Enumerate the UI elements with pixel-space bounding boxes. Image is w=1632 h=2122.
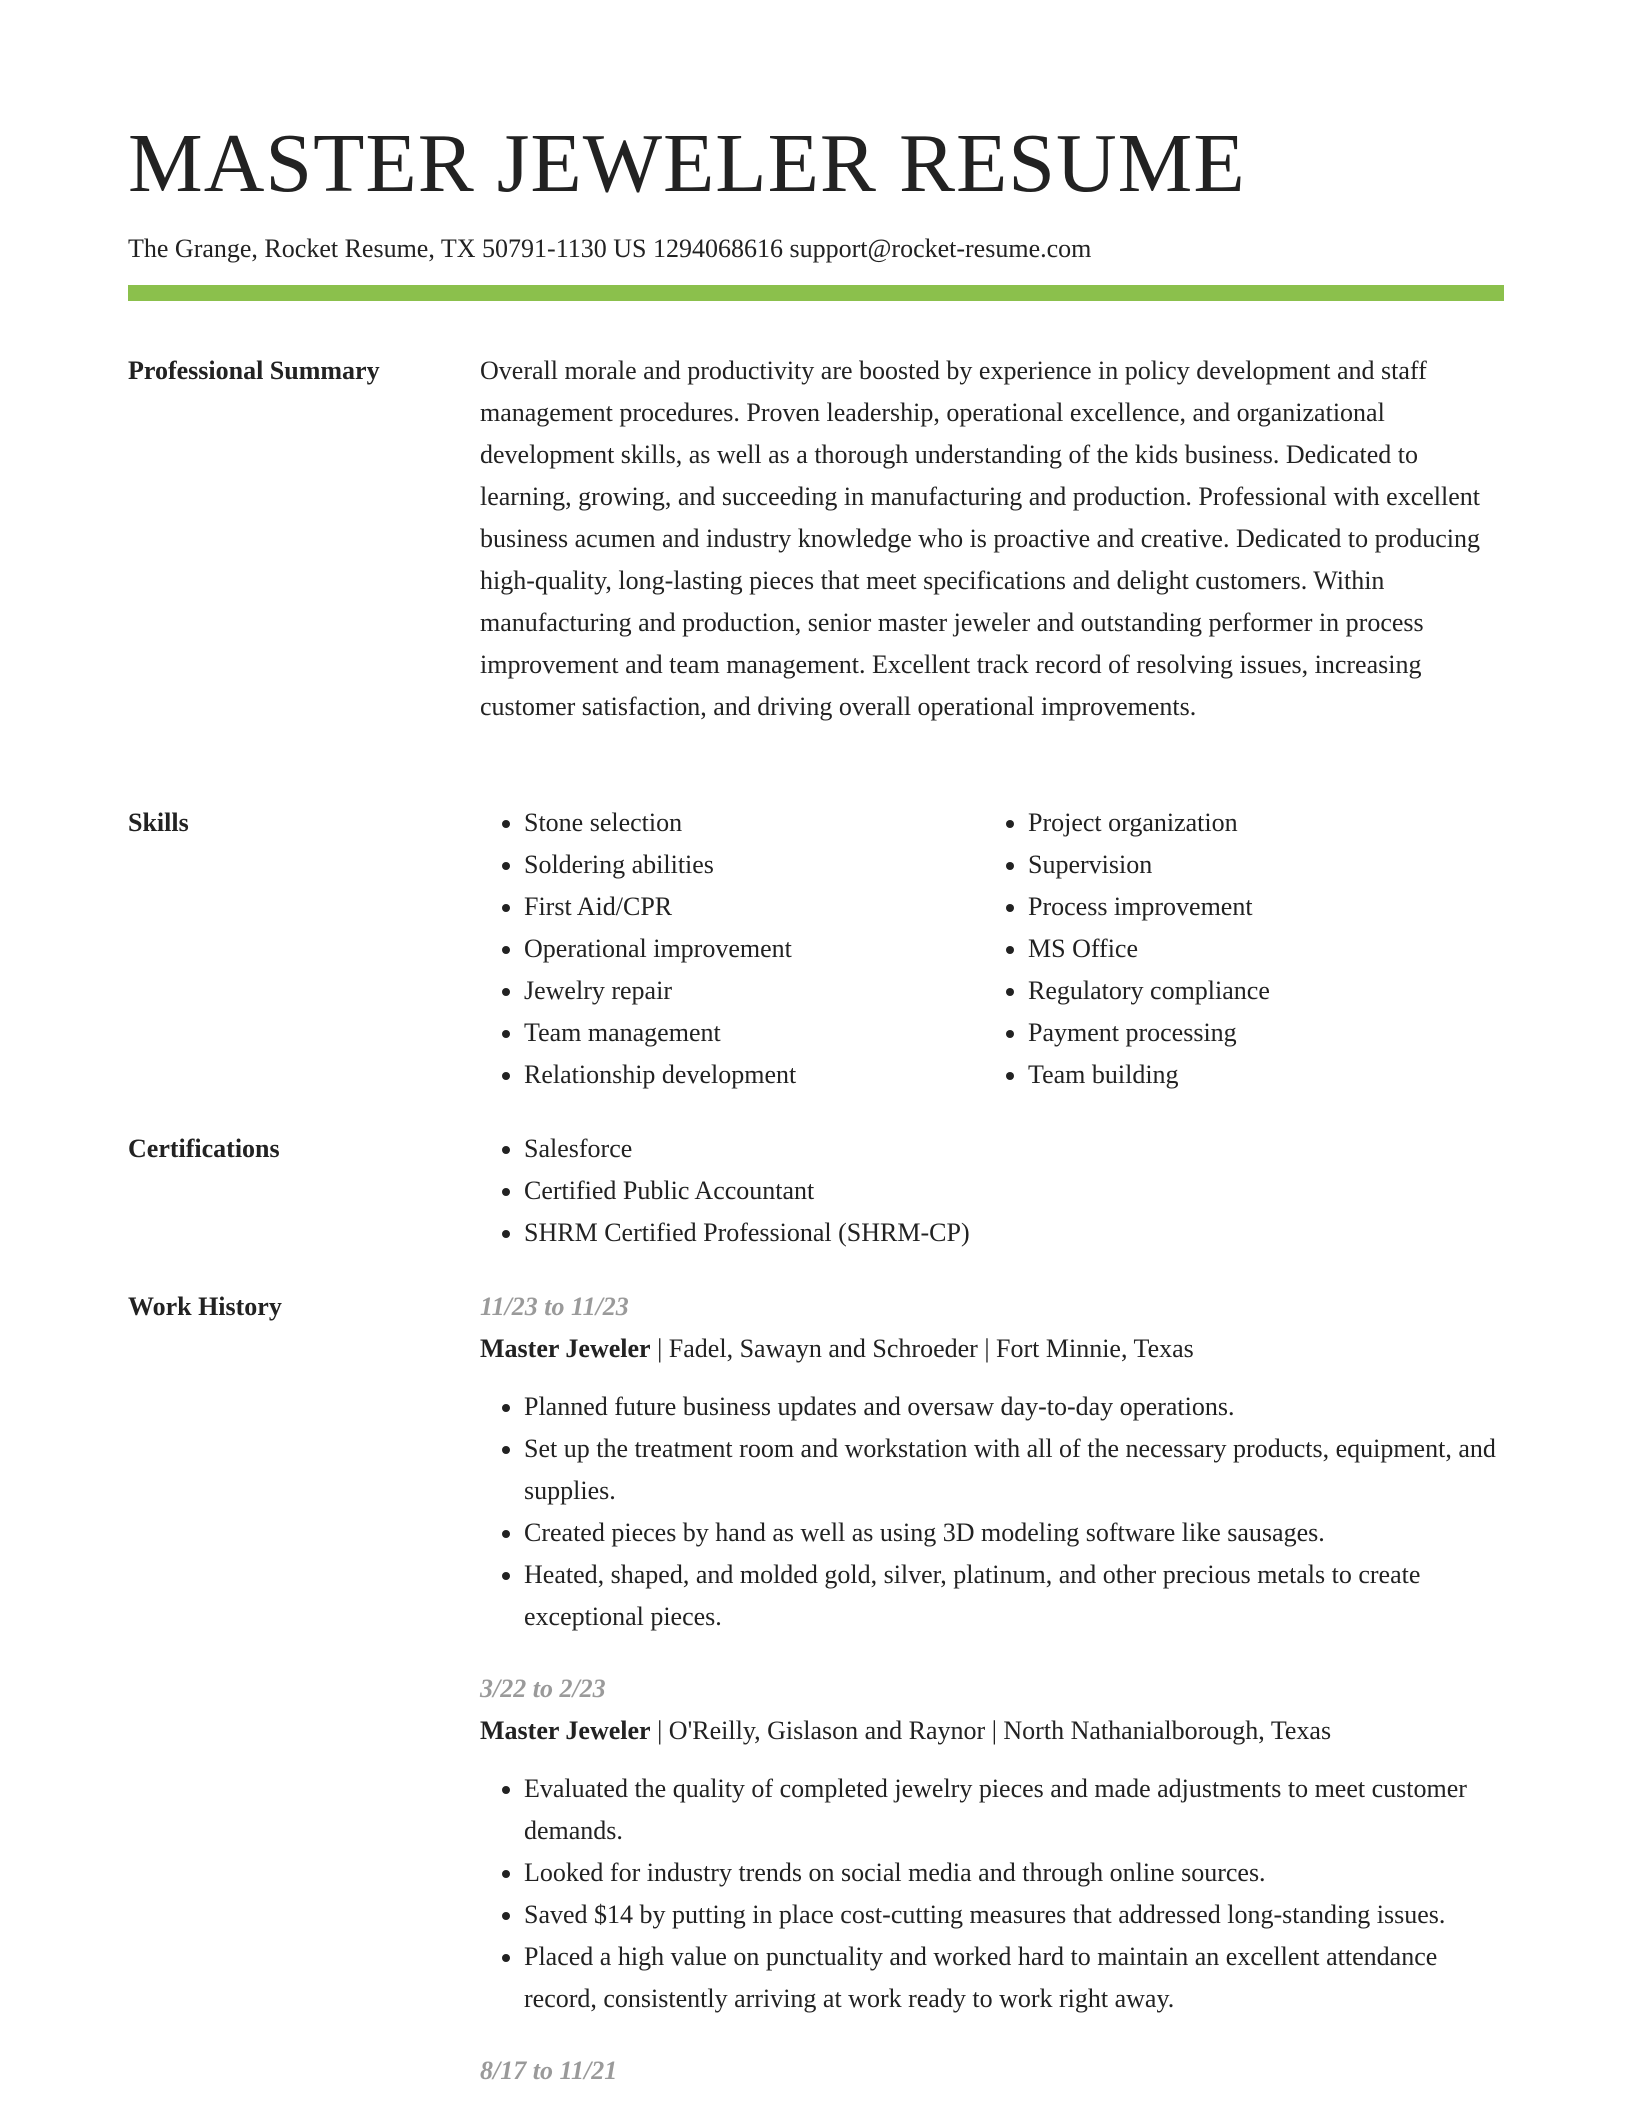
job-bullet: • Evaluated the quality of completed jewelry pieces and made adjustments to meet customer demands. [524, 1768, 1504, 1852]
skills-label: Skills [128, 808, 189, 837]
job-bullet: • Looked for industry trends on social media and through online sources. [524, 1852, 1504, 1894]
job-heading [480, 1710, 1504, 1752]
certification-item: • Salesforce [524, 1128, 1504, 1170]
skill-item: • Process improvement [1028, 886, 1488, 928]
job-heading [480, 1328, 1504, 1370]
job-bullet: • Planned future business updates and oversaw day-to-day operations. [524, 1386, 1504, 1428]
job-date: 8/17 to 11/21 [480, 2056, 618, 2085]
skill-item: • Regulatory compliance [1028, 970, 1488, 1012]
job-bullet: • Set up the treatment room and workstation with all of the necessary products, equipment, and supplies. [524, 1428, 1504, 1512]
job-entry [480, 1668, 1504, 2020]
job-bullet: • Saved $14 by putting in place cost-cutting measures that addressed long-standing issues. [524, 1894, 1504, 1936]
job-bullets [480, 1386, 1504, 1638]
resume-title: MASTER JEWELER RESUME [128, 117, 1246, 210]
job-bullets [480, 1768, 1504, 2020]
skills-list-right [984, 802, 1488, 1096]
job-bullet: • Created pieces by hand as well as using 3D modeling software like sausages. [524, 1512, 1504, 1554]
certification-item: • Certified Public Accountant [524, 1170, 1504, 1212]
summary-text: Overall morale and productivity are boosted by experience in policy development and staff management procedures. Proven leadership, operational excellence, and organizational development skills, as well as a thorough understanding of the kids business. Dedicated to learning, growing, and succeeding in manufacturing and production. Professional with excellent business acumen and industry knowledge who is proactive and creative. Dedicated to producing high-quality, long-lasting pieces that meet specifications and delight customers. Within manufacturing and production, senior master jeweler and outstanding performer in process improvement and team management. Excellent track record of resolving issues, increasing customer satisfaction, and driving overall operational improvements. [480, 356, 1480, 721]
header-divider [128, 285, 1504, 301]
job-date: 11/23 to 11/23 [480, 1292, 629, 1321]
skill-item: • Supervision [1028, 844, 1488, 886]
job-date: 3/22 to 2/23 [480, 1674, 606, 1703]
certification-item: • SHRM Certified Professional (SHRM-CP) [524, 1212, 1504, 1254]
job-bullet: • Placed a high value on punctuality and worked hard to maintain an excellent attendance record, consistently arriving at work ready to work right away. [524, 1936, 1504, 2020]
certifications-label: Certifications [128, 1134, 280, 1163]
work-history-label: Work History [128, 1292, 282, 1321]
skill-item: • Payment processing [1028, 1012, 1488, 1054]
job-entry [480, 1286, 1504, 1638]
certifications-list [480, 1128, 1504, 1254]
job-bullet: • Heated, shaped, and molded gold, silver, platinum, and other precious metals to create exceptional pieces. [524, 1554, 1504, 1638]
skill-item: • Project organization [1028, 802, 1488, 844]
skill-item: • First Aid/CPR [524, 886, 984, 928]
skill-item: • Soldering abilities [524, 844, 984, 886]
skill-item: • Jewelry repair [524, 970, 984, 1012]
job-details: | Fadel, Sawayn and Schroeder | Fort Minnie, Texas [650, 1334, 1194, 1363]
job-details: | O'Reilly, Gislason and Raynor | North Nathanialborough, Texas [650, 1716, 1332, 1745]
job-entry [480, 2050, 1504, 2092]
skill-item: • Team building [1028, 1054, 1488, 1096]
skills-list-left [480, 802, 984, 1096]
skill-item: • Team management [524, 1012, 984, 1054]
skill-item: • MS Office [1028, 928, 1488, 970]
skill-item: • Stone selection [524, 802, 984, 844]
summary-label: Professional Summary [128, 356, 380, 385]
job-title: Master Jeweler [480, 1334, 651, 1363]
skill-item: • Relationship development [524, 1054, 984, 1096]
job-title: Master Jeweler [480, 1716, 651, 1745]
skill-item: • Operational improvement [524, 928, 984, 970]
contact-line: The Grange, Rocket Resume, TX 50791-1130 US 1294068616 support@rocket-resume.com [128, 234, 1092, 263]
